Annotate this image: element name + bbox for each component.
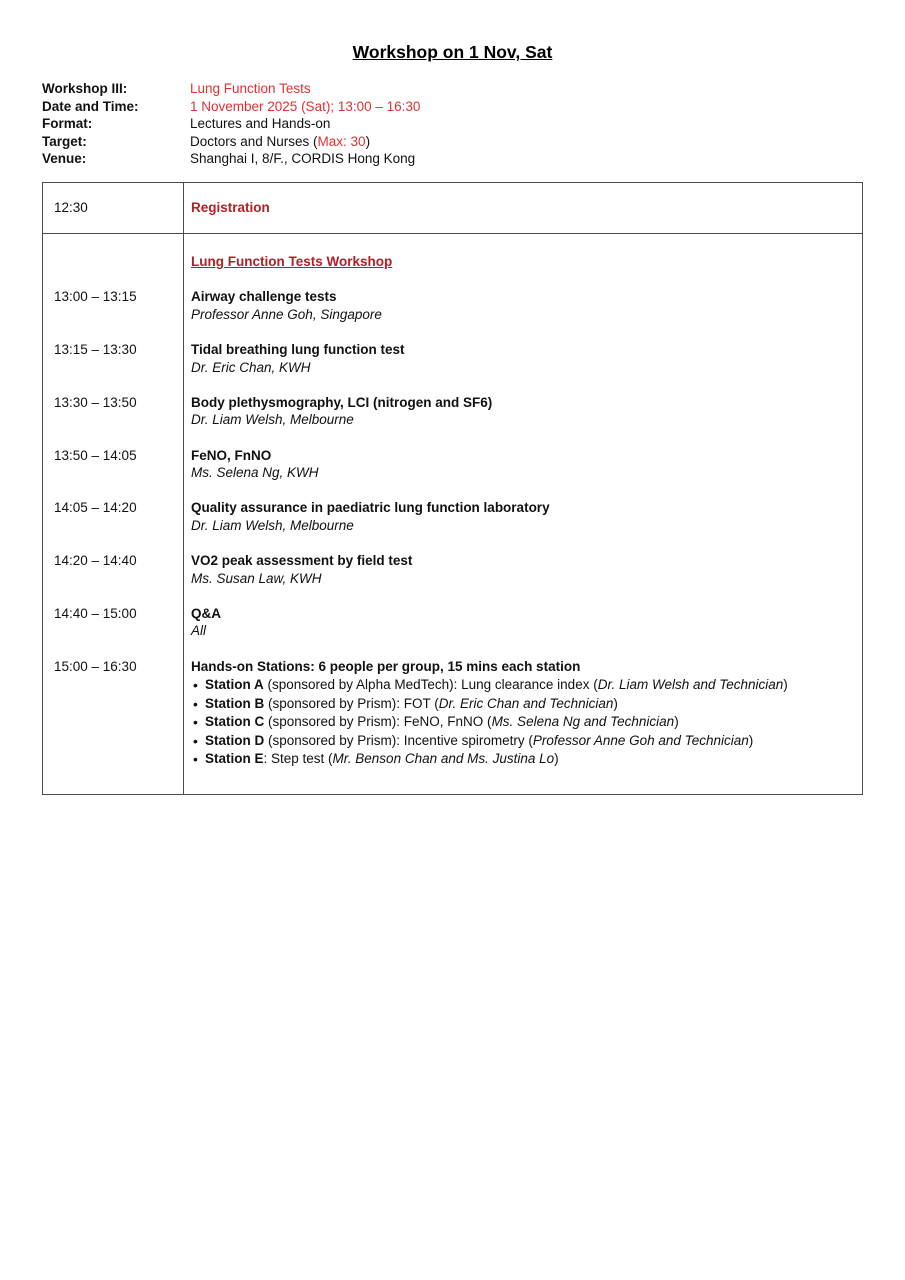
meta-value-datetime: 1 November 2025 (Sat); 13:00 – 16:30 <box>190 98 421 114</box>
registration-title: Registration <box>191 200 270 216</box>
session-title: FeNO, FnNO <box>191 447 272 463</box>
table-row-workshop <box>43 234 862 794</box>
meta-label-format: Format: <box>42 116 93 132</box>
station-desc-end: ) <box>554 751 559 767</box>
table-row-registration <box>43 183 862 234</box>
session-title: Body plethysmography, LCI (nitrogen and SF6) <box>191 394 493 410</box>
meta-block <box>42 80 863 168</box>
meta-row-datetime <box>42 98 863 116</box>
session-speaker: Dr. Eric Chan, KWH <box>191 359 311 375</box>
station-desc-end: ) <box>613 695 618 711</box>
station-name: Station A <box>205 677 264 693</box>
station-name: Station D <box>205 732 265 748</box>
meta-value-target <box>190 133 863 151</box>
stations-list <box>191 676 852 769</box>
session-row <box>43 394 852 429</box>
meta-label-venue: Venue: <box>42 151 87 167</box>
station-item <box>191 750 852 769</box>
station-people: Professor Anne Goh and Technician <box>532 732 749 748</box>
target-prefix: Doctors and Nurses ( <box>190 133 318 149</box>
session-speaker: Dr. Liam Welsh, Melbourne <box>191 412 354 428</box>
session-speaker: Professor Anne Goh, Singapore <box>191 306 382 322</box>
session-title: VO2 peak assessment by field test <box>191 553 413 569</box>
meta-label-datetime: Date and Time: <box>42 98 139 114</box>
registration-time: 12:30 <box>54 200 88 216</box>
page-title: Workshop on 1 Nov, Sat <box>352 42 553 62</box>
station-item <box>191 732 852 751</box>
session-row <box>43 288 852 323</box>
meta-row-format <box>42 115 863 133</box>
station-desc: (sponsored by Prism): FeNO, FnNO ( <box>264 714 492 730</box>
station-desc-end: ) <box>783 677 788 693</box>
station-people: Dr. Eric Chan and Technician <box>438 695 614 711</box>
session-title: Tidal breathing lung function test <box>191 341 405 357</box>
meta-value-workshop: Lung Function Tests <box>190 81 311 96</box>
session-title: Airway challenge tests <box>191 289 337 305</box>
session-title: Q&A <box>191 605 221 621</box>
session-time: 13:15 – 13:30 <box>54 341 137 357</box>
session-row <box>43 605 852 640</box>
station-desc: (sponsored by Alpha MedTech): Lung clearance index ( <box>263 677 598 693</box>
station-item <box>191 713 852 732</box>
station-name: Station C <box>205 714 265 730</box>
session-row-hands-on <box>43 658 852 769</box>
station-desc: : Step test ( <box>263 751 333 767</box>
station-item <box>191 695 852 714</box>
session-time: 13:00 – 13:15 <box>54 289 137 305</box>
session-time: 14:05 – 14:20 <box>54 500 137 516</box>
station-people: Ms. Selena Ng and Technician <box>491 714 675 730</box>
schedule-table <box>42 182 863 795</box>
meta-label-workshop: Workshop III: <box>42 81 128 96</box>
session-time: 15:00 – 16:30 <box>54 658 137 674</box>
session-row <box>43 447 852 482</box>
target-max-count: Max: 30 <box>317 133 366 149</box>
hands-on-title: Hands-on Stations: 6 people per group, 15 mins each station <box>191 658 581 674</box>
table-column-divider <box>183 183 185 794</box>
station-item <box>191 676 852 695</box>
session-row <box>43 341 852 376</box>
station-name: Station B <box>205 695 265 711</box>
session-time: 14:40 – 15:00 <box>54 605 137 621</box>
session-row <box>43 499 852 534</box>
station-people: Mr. Benson Chan and Ms. Justina Lo <box>332 751 555 767</box>
session-title: Quality assurance in paediatric lung function laboratory <box>191 500 550 516</box>
session-time: 13:50 – 14:05 <box>54 447 137 463</box>
station-people: Dr. Liam Welsh and Technician <box>597 677 784 693</box>
meta-value-format: Lectures and Hands-on <box>190 116 331 132</box>
station-desc-end: ) <box>674 714 679 730</box>
session-row <box>43 552 852 587</box>
meta-row-venue <box>42 150 863 168</box>
session-time: 14:20 – 14:40 <box>54 553 137 569</box>
workshop-section-heading: Lung Function Tests Workshop <box>191 253 393 269</box>
meta-row-workshop <box>42 80 863 98</box>
target-suffix: ) <box>365 133 371 149</box>
station-desc: (sponsored by Prism): FOT ( <box>264 695 439 711</box>
session-speaker: Dr. Liam Welsh, Melbourne <box>191 517 354 533</box>
meta-value-venue: Shanghai I, 8/F., CORDIS Hong Kong <box>190 151 416 167</box>
session-speaker: All <box>191 623 207 639</box>
session-speaker: Ms. Selena Ng, KWH <box>191 465 319 481</box>
session-speaker: Ms. Susan Law, KWH <box>191 570 322 586</box>
session-time: 13:30 – 13:50 <box>54 394 137 410</box>
meta-row-target <box>42 133 863 151</box>
station-desc: (sponsored by Prism): Incentive spirometry ( <box>264 732 533 748</box>
station-name: Station E <box>205 751 264 767</box>
meta-label-target: Target: <box>42 133 87 149</box>
station-desc-end: ) <box>748 732 754 748</box>
